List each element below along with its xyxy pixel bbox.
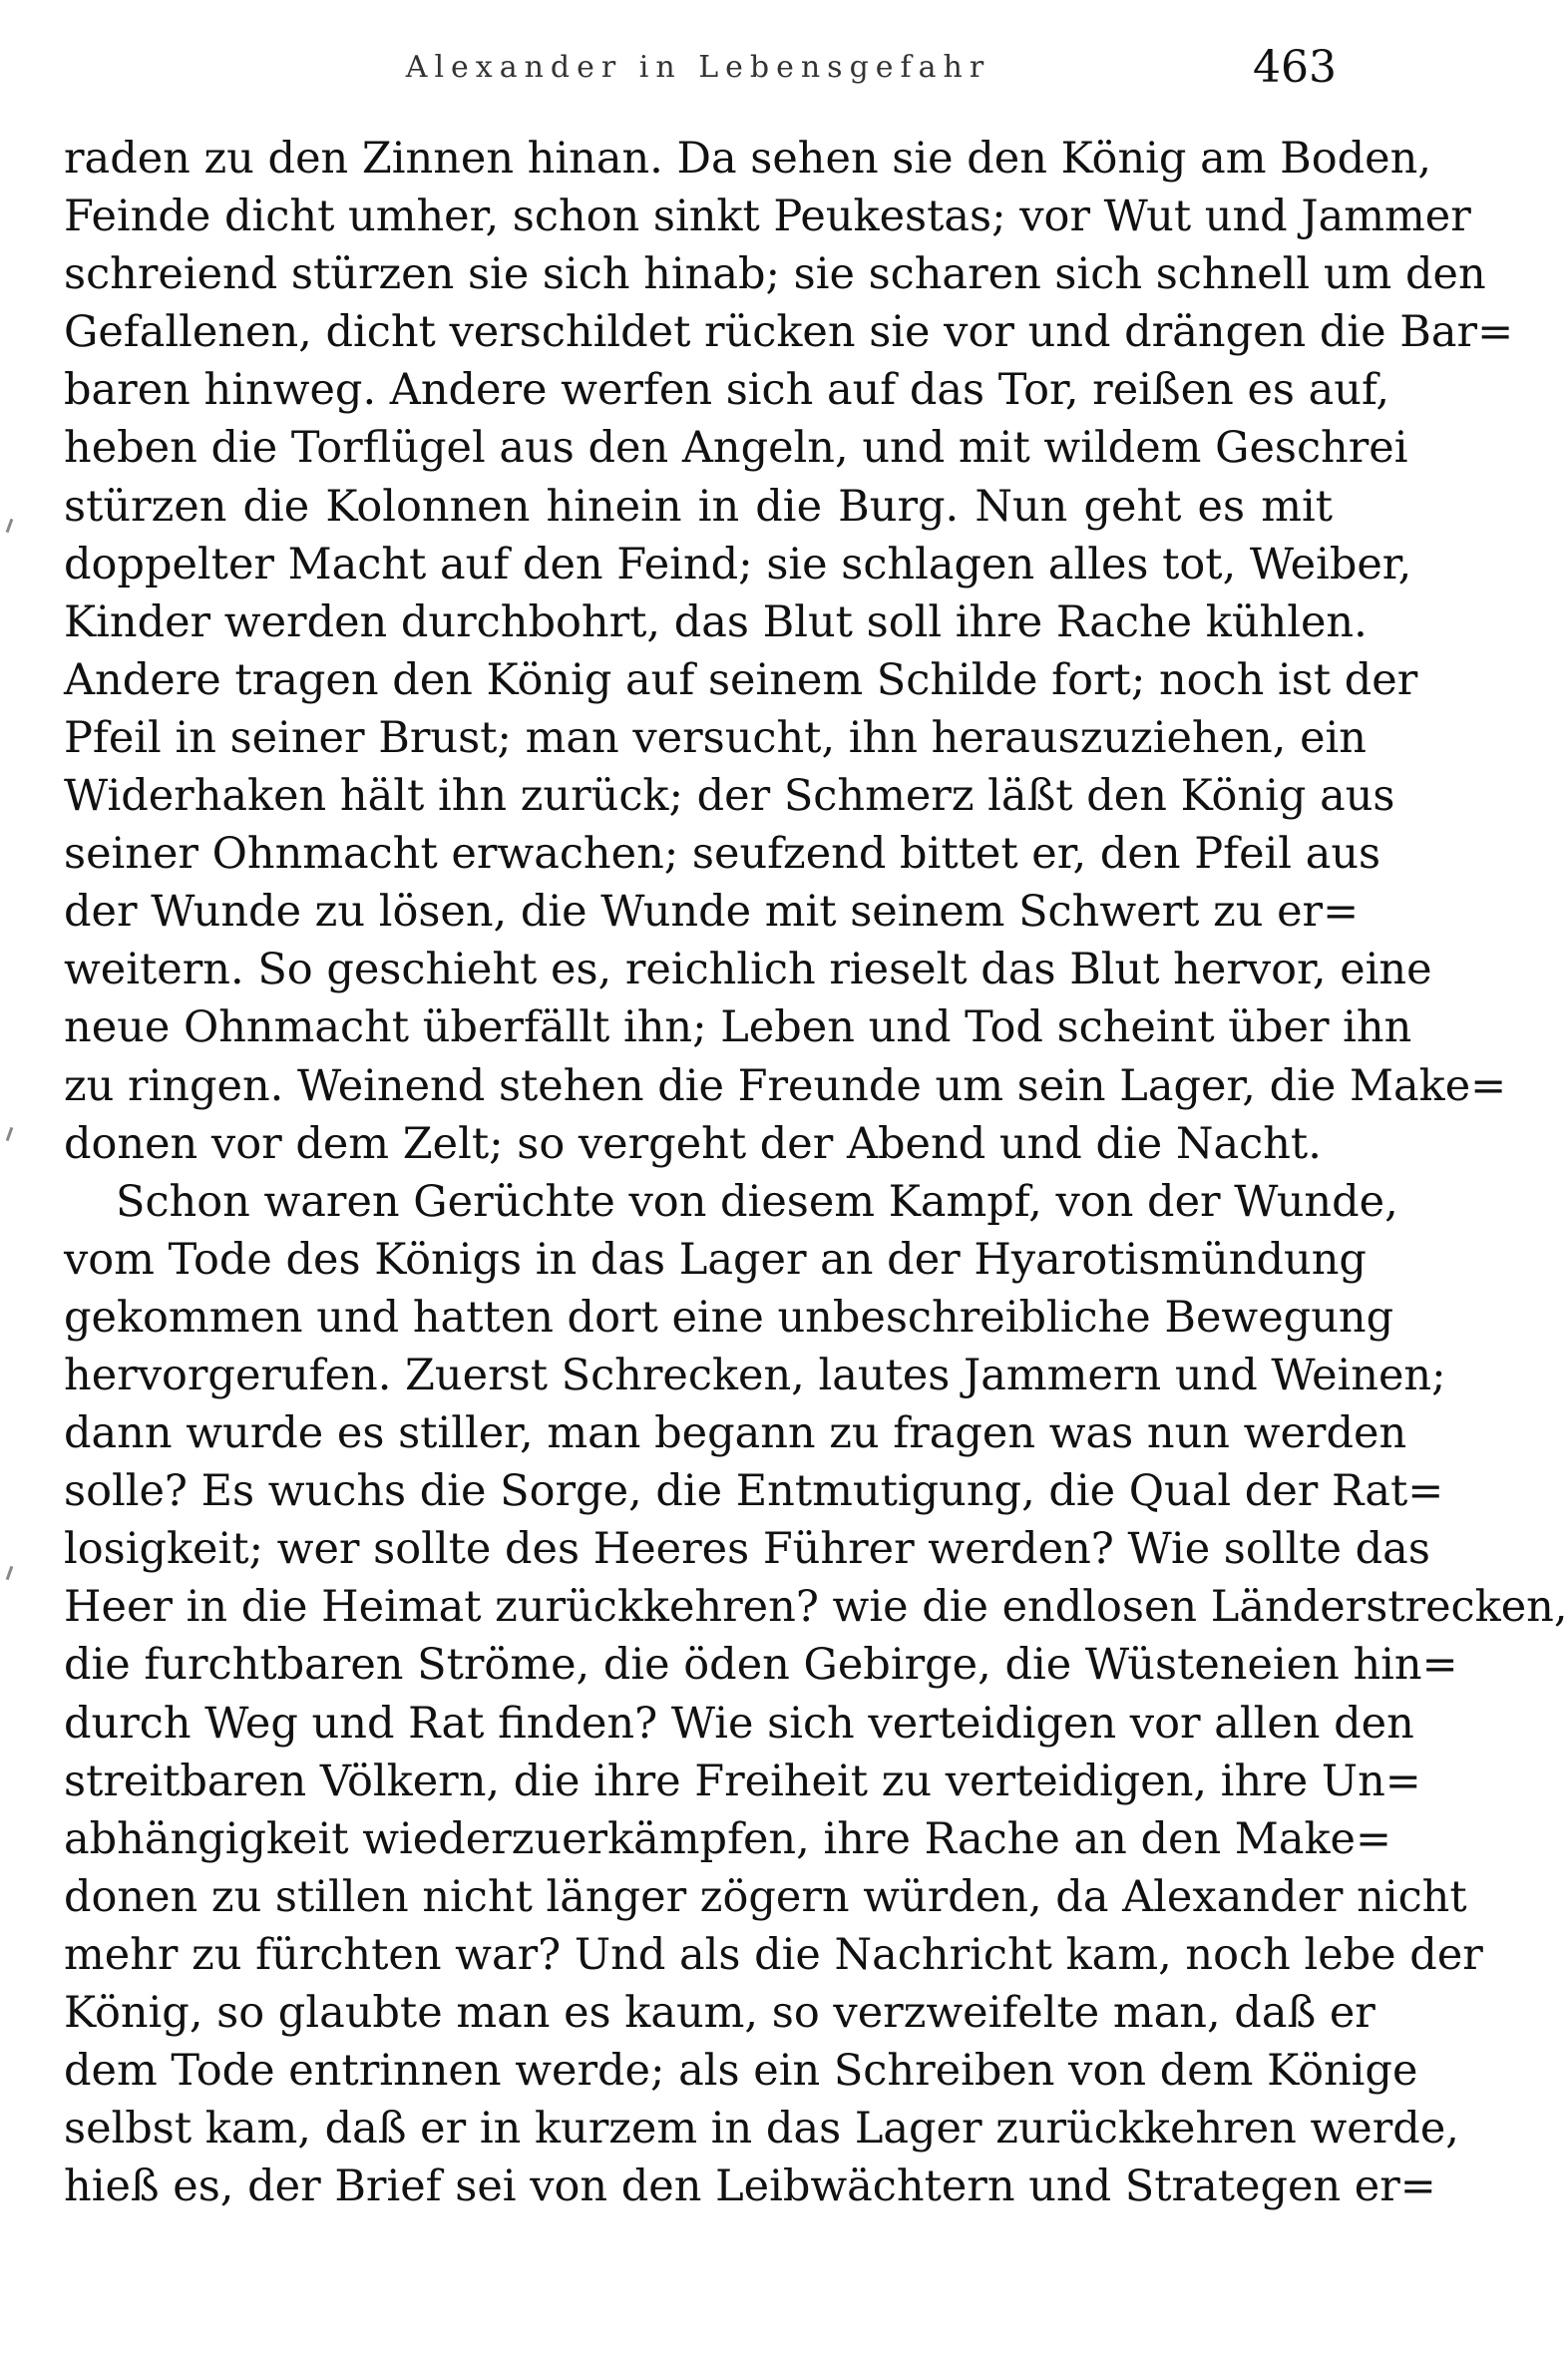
- text-line: streitbaren Völkern, die ihre Freiheit zu verteidigen, ihre Un=: [64, 1756, 1421, 1806]
- text-line: heben die Torflügel aus den Angeln, und mit wildem Geschrei: [64, 423, 1408, 474]
- page-number: 463: [1253, 42, 1337, 93]
- text-line: die furchtbaren Ströme, die öden Gebirge, die Wüsteneien hin=: [64, 1640, 1458, 1691]
- text-line: doppelter Macht auf den Feind; sie schlagen alles tot, Weiber,: [64, 539, 1412, 589]
- text-line: abhängigkeit wiederzuerkämpfen, ihre Rache an den Make=: [64, 1813, 1392, 1864]
- paragraph-first-line: Schon waren Gerüchte von diesem Kampf, von der Wunde,: [116, 1176, 1398, 1227]
- text-line: gekommen und hatten dort eine unbeschreibliche Bewegung: [64, 1292, 1394, 1343]
- text-line: hieß es, der Brief sei von den Leibwächtern und Strategen er=: [64, 2161, 1436, 2212]
- text-line: solle? Es wuchs die Sorge, die Entmutigung, die Qual der Rat=: [64, 1466, 1444, 1517]
- text-line: Kinder werden durchbohrt, das Blut soll ihre Rache kühlen.: [64, 596, 1368, 647]
- text-line: weitern. So geschieht es, reichlich rieselt das Blut hervor, eine: [64, 945, 1432, 995]
- text-line: Widerhaken hält ihn zurück; der Schmerz läßt den König aus: [64, 771, 1395, 822]
- text-line: mehr zu fürchten war? Und als die Nachricht kam, noch lebe der: [64, 1929, 1483, 1980]
- text-line: der Wunde zu lösen, die Wunde mit seinem Schwert zu er=: [64, 887, 1360, 938]
- margin-speck: [6, 519, 14, 533]
- text-line: Gefallenen, dicht verschildet rücken sie vor und drängen die Bar=: [64, 307, 1514, 358]
- text-line: schreiend stürzen sie sich hinab; sie scharen sich schnell um den: [64, 249, 1486, 300]
- text-line: Feinde dicht umher, schon sinkt Peukestas; vor Wut und Jammer: [64, 192, 1471, 242]
- text-line: donen zu stillen nicht länger zögern würden, da Alexander nicht: [64, 1871, 1467, 1922]
- running-title: Alexander in Lebensgefahr: [405, 50, 991, 85]
- text-line: Andere tragen den König auf seinem Schilde fort; noch ist der: [64, 654, 1418, 705]
- text-line: durch Weg und Rat finden? Wie sich verteidigen vor allen den: [64, 1698, 1414, 1749]
- text-line: baren hinweg. Andere werfen sich auf das Tor, reißen es auf,: [64, 365, 1390, 416]
- text-line: dem Tode entrinnen werde; als ein Schreiben von dem Könige: [64, 2046, 1418, 2097]
- text-line: hervorgerufen. Zuerst Schrecken, lautes Jammern und Weinen;: [64, 1350, 1446, 1400]
- text-line: neue Ohnmacht überfällt ihn; Leben und Tod scheint über ihn: [64, 1002, 1412, 1053]
- margin-speck: [6, 1566, 14, 1580]
- text-line: stürzen die Kolonnen hinein in die Burg. Nun geht es mit: [64, 481, 1333, 532]
- text-line: raden zu den Zinnen hinan. Da sehen sie den König am Boden,: [64, 134, 1431, 184]
- text-line: König, so glaubte man es kaum, so verzweifelte man, daß er: [64, 1988, 1375, 2038]
- text-line: vom Tode des Königs in das Lager an der Hyarotismündung: [64, 1234, 1367, 1285]
- text-line: dann wurde es stiller, man begann zu fragen was nun werden: [64, 1408, 1407, 1459]
- text-line: Heer in die Heimat zurückkehren? wie die endlosen Länderstrecken,: [64, 1582, 1568, 1633]
- text-line: selbst kam, daß er in kurzem in das Lager zurückkehren werde,: [64, 2104, 1459, 2155]
- text-line: zu ringen. Weinend stehen die Freunde um sein Lager, die Make=: [64, 1060, 1507, 1111]
- running-head: [60, 42, 1337, 102]
- margin-speck: [6, 1127, 14, 1141]
- text-line: Pfeil in seiner Brust; man versucht, ihn herauszuziehen, ein: [64, 712, 1367, 763]
- paragraph-last-line: donen vor dem Zelt; so vergeht der Abend und die Nacht.: [64, 1118, 1322, 1169]
- text-line: seiner Ohnmacht erwachen; seufzend bittet er, den Pfeil aus: [64, 829, 1381, 880]
- body-text: [64, 130, 1568, 2215]
- text-line: losigkeit; wer sollte des Heeres Führer werden? Wie sollte das: [64, 1524, 1430, 1575]
